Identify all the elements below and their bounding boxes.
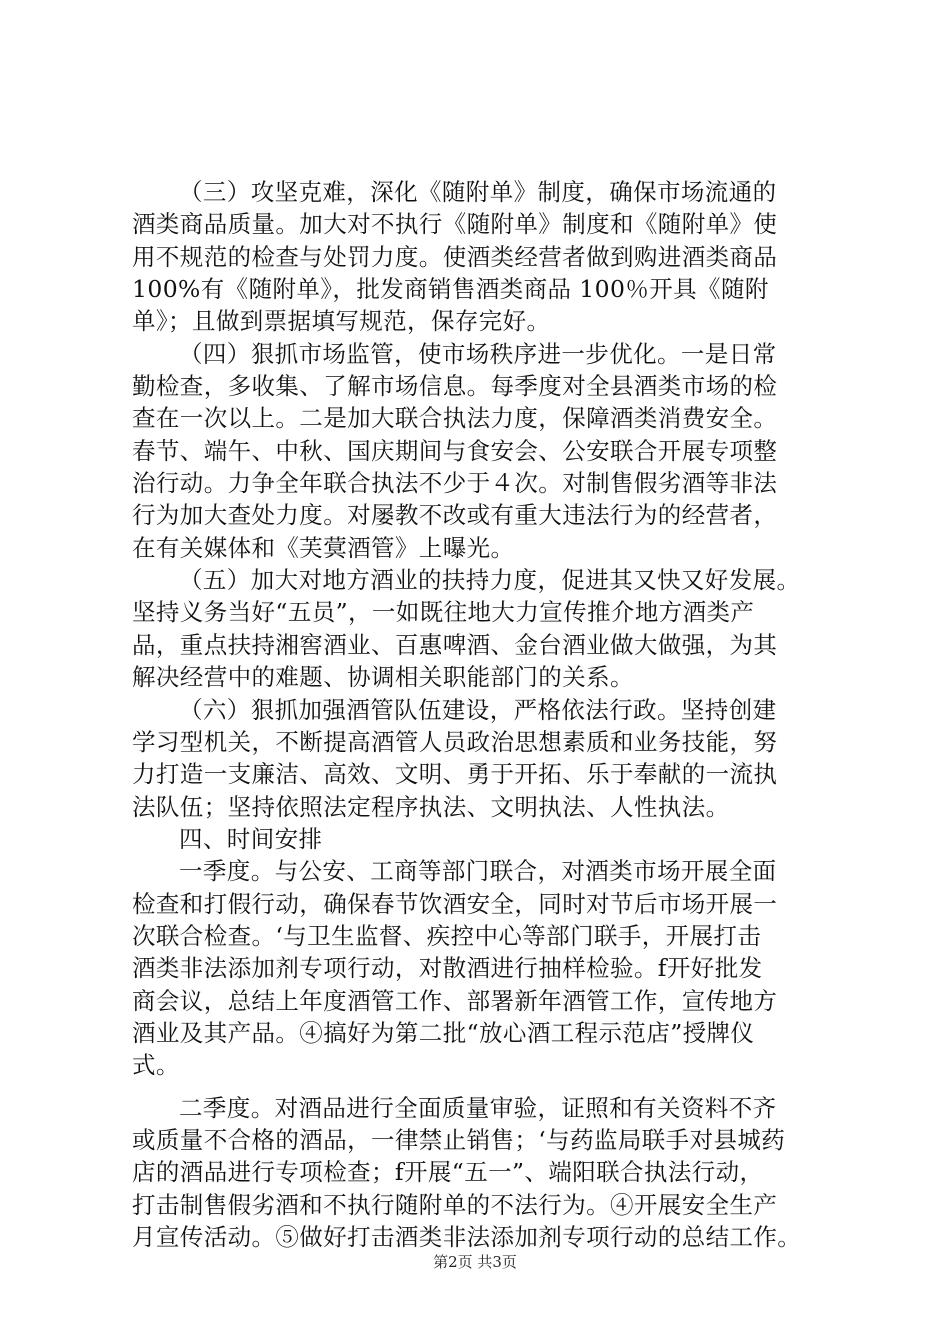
text-line: 用不规范的检查与处罚力度。使酒类经营者做到购进酒类商品: [132, 242, 778, 271]
text-line: 品，重点扶持湘窖酒业、百惠啤酒、金台酒业做大做强，为其: [132, 630, 778, 659]
section-heading: 四、时间安排: [179, 824, 323, 853]
text-line: 店的酒品进行专项检查；f开展“五一”、端阳联合执法行动，: [132, 1158, 764, 1187]
text-line: 坚持义务当好“五员”，一如既往地大力宣传推介地方酒类产: [132, 598, 755, 627]
text-line: 解决经营中的难题、协调相关职能部门的关系。: [132, 663, 634, 692]
text-line: （五）加大对地方酒业的扶持力度，促进其又快又好发展。: [179, 566, 801, 595]
text-line: 二季度。对酒品进行全面质量审验，证照和有关资料不齐: [179, 1093, 777, 1122]
text-line: 查在一次以上。二是加大联合执法力度，保障酒类消费安全。: [132, 404, 778, 433]
text-line: 行为加大查处力度。对屡教不改或有重大违法行为的经营者，: [132, 501, 778, 530]
text-line: 检查和打假行动，确保春节饮酒安全，同时对节后市场开展一: [132, 889, 778, 918]
text-line: （六）狠抓加强酒管队伍建设，严格依法行政。坚持创建: [179, 695, 777, 724]
text-line: 在有关媒体和《芙蓂酒管》上曝光。: [132, 533, 515, 562]
document-body: [132, 176, 838, 1253]
text-line: 春节、端午、中秋、国庆期间与食安会、公安联合开展专项整: [132, 436, 778, 465]
text-line: 式。: [132, 1051, 180, 1080]
page-footer: 第2页 共3页: [433, 1253, 517, 1271]
text-line: 法队伍；坚持依照法定程序执法、文明执法、人性执法。: [132, 792, 730, 821]
text-line: 勤检查，多收集、了解市场信息。每季度对全县酒类市场的检: [132, 372, 778, 401]
text-line: 治行动。力争全年联合执法不少于４次。对制售假劣酒等非法: [132, 469, 778, 498]
text-line: 次联合检查。‘与卫生监督、疾控中心等部门联手，开展打击: [132, 921, 762, 950]
text-line: 一季度。与公安、工商等部门联合，对酒类市场开展全面: [179, 857, 777, 886]
text-line: 力打造一支廉洁、高效、文明、勇于开拓、乐于奉献的一流执: [132, 760, 778, 789]
text-line: 酒业及其产品。④搞好为第二批“放心酒工程示范店”授牌仪: [132, 1018, 755, 1047]
text-line: 学习型机关，不断提高酒管人员政治思想素质和业务技能，努: [132, 727, 778, 756]
text-line: 月宣传活动。⑤做好打击酒类非法添加剂专项行动的总结工作。: [132, 1223, 802, 1251]
text-line: 酒类非法添加剂专项行动，对散酒进行抽样检验。f开好批发: [132, 954, 763, 983]
text-line: 单》；且做到票据填写规范，保存完好。: [132, 307, 551, 336]
text-line: （三）攻坚克难，深化《随附单》制度，确保市场流通的: [179, 178, 777, 206]
text-line: 酒类商品质量。加大对不执行《随附单》制度和《随附单》使: [132, 210, 778, 239]
text-line: （四）狠抓市场监管，使市场秩序进一步优化。一是日常: [179, 339, 777, 368]
text-line: 商会议，总结上年度酒管工作、部署新年酒管工作，宣传地方: [132, 986, 778, 1015]
text-line: 打击制售假劣酒和不执行随附单的不法行为。④开展安全生产: [132, 1190, 778, 1219]
text-line: 或质量不合格的酒品，一律禁止销售；‘与药监局联手对县城药: [132, 1125, 786, 1154]
text-line: 100%有《随附单》，批发商销售酒类商品 100％开具《随附: [132, 275, 769, 304]
paragraph-gap: [132, 1082, 838, 1092]
